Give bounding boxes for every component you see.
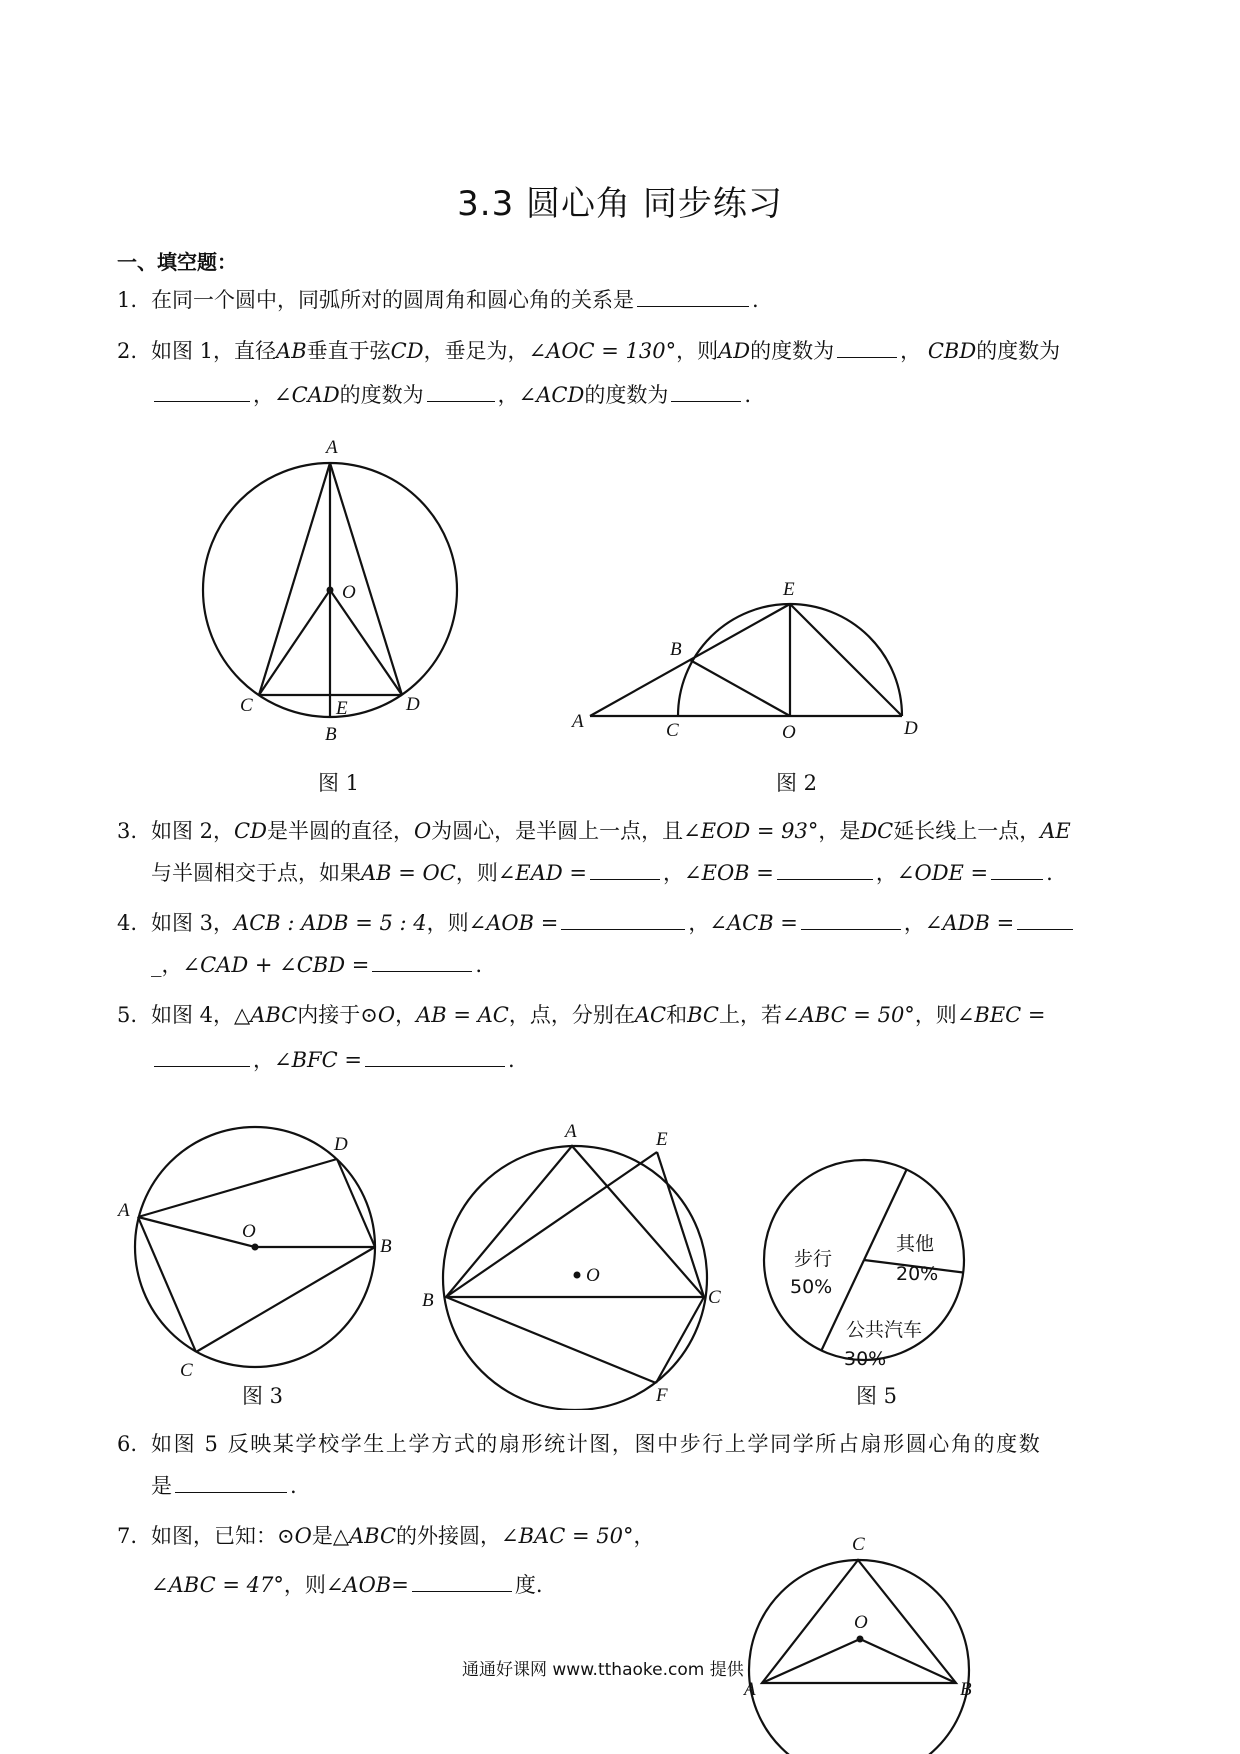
answer-blank[interactable] [175, 1491, 287, 1493]
center-point [252, 1244, 259, 1251]
answer-blank[interactable] [777, 878, 873, 880]
label-b: B [380, 1236, 392, 1257]
answer-blank[interactable] [637, 305, 749, 307]
question-2-line-1: 2. 如图 1，直径AB垂直于弦CD，垂足为，∠AOC = 130°，则AD的度数为 ， CBD的度数为 [117, 339, 1061, 363]
label-d: D [406, 694, 420, 715]
label-e: E [336, 698, 348, 719]
question-number: 2. [117, 339, 138, 363]
question-3-line-1: 3. 如图 2，CD是半圆的直径，O为圆心，是半圆上一点，且∠EOD = 93°，是DC延长线上一点，AE [117, 819, 1071, 843]
radius-oc [259, 590, 330, 695]
line-fc [656, 1297, 704, 1383]
chord-ac [138, 1217, 196, 1352]
slice-label-other: 其他 [896, 1233, 935, 1255]
answer-blank[interactable] [991, 878, 1043, 880]
chord-db [337, 1159, 375, 1247]
question-text: 在同一个圆中，同弧所对的圆周角和圆心角的关系是 [151, 288, 634, 312]
slice-label-bus: 公共汽车 [846, 1319, 923, 1341]
question-number: 1. [117, 288, 138, 312]
question-number: 4. [117, 911, 138, 935]
question-number: 6. [117, 1432, 138, 1456]
radius-od [330, 590, 402, 695]
question-1: 1. 在同一个圆中，同弧所对的圆周角和圆心角的关系是 . [117, 288, 759, 312]
label-c: C [180, 1360, 193, 1381]
center-point [857, 1636, 864, 1643]
label-c: C [852, 1534, 865, 1555]
label-c: C [240, 695, 253, 716]
label-d: D [904, 718, 918, 739]
figure-3 [116, 1127, 392, 1408]
figures-1-2 [0, 430, 1240, 810]
label-a: A [118, 1200, 130, 1221]
center-point [574, 1272, 581, 1279]
answer-blank[interactable] [372, 970, 472, 972]
label-o: O [342, 582, 356, 603]
question-number: 3. [117, 819, 138, 843]
figure-1 [203, 437, 457, 795]
figure-7 [700, 1510, 1000, 1754]
label-f: F [656, 1385, 668, 1406]
chord-ed [790, 604, 902, 716]
label-o: O [854, 1612, 868, 1633]
figure-3-caption: 图 3 [242, 1384, 284, 1408]
answer-blank[interactable] [837, 356, 897, 358]
label-c: C [708, 1287, 721, 1308]
section-heading: 一、填空题： [117, 250, 237, 274]
label-e: E [783, 579, 795, 600]
radius-ob [860, 1639, 956, 1683]
line-bf [446, 1297, 656, 1383]
chord-ad [138, 1159, 337, 1217]
question-5-line-1: 5. 如图 4，△ABC内接于⊙O，AB = AC，点，分别在AC和BC上，若∠ABC = 50°，则∠BEC = [117, 1003, 1046, 1027]
label-b: B [960, 1679, 972, 1700]
answer-blank[interactable] [154, 1065, 250, 1067]
question-6-line-1: 6. 如图 5 反映某学校学生上学方式的扇形统计图，图中步行上学同学所占扇形圆心角的度数 [117, 1432, 1042, 1456]
label-a: A [744, 1679, 756, 1700]
chord-ac [259, 463, 330, 695]
label-o: O [242, 1221, 256, 1242]
label-e: E [656, 1129, 668, 1150]
question-number: 7. [117, 1524, 138, 1548]
answer-blank[interactable] [154, 400, 250, 402]
label-a: A [326, 437, 338, 458]
answer-blank[interactable] [801, 928, 901, 930]
radius-oa [138, 1217, 255, 1247]
answer-blank[interactable] [561, 928, 685, 930]
label-a: A [572, 711, 584, 732]
slice-percent-bus: 30% [844, 1348, 887, 1370]
figures-3-4-5 [0, 1110, 1240, 1410]
label-o: O [782, 722, 796, 743]
figure-1-caption: 图 1 [318, 771, 360, 795]
chord-cb [196, 1247, 375, 1352]
line-be [446, 1152, 657, 1297]
question-4-line-1: 4. 如图 3，ACB : ADB = 5 : 4，则∠AOB = ，∠ACB = ，∠ADB = [117, 913, 1076, 934]
question-7-line-2: ∠ABC = 47°，则∠AOB= 度. [151, 1573, 543, 1597]
answer-blank[interactable] [427, 400, 495, 402]
answer-blank[interactable] [365, 1065, 505, 1067]
label-b: B [325, 724, 337, 745]
radius-oa [762, 1639, 860, 1683]
slice-percent-other: 20% [896, 1263, 939, 1285]
answer-blank[interactable] [1017, 928, 1073, 930]
question-6-line-2: 是 . [151, 1474, 297, 1498]
question-2-line-2: ，∠CAD的度数为 ，∠ACD的度数为 . [117, 385, 751, 406]
label-b: B [670, 639, 682, 660]
question-3-line-2: 与半圆相交于点，如果AB = OC，则∠EAD = ，∠EOB = ，∠ODE = . [151, 861, 1053, 885]
question-5-line-2: ，∠BFC = . [117, 1050, 515, 1071]
center-point [327, 587, 334, 594]
label-o: O [586, 1265, 600, 1286]
figure-2-caption: 图 2 [776, 771, 818, 795]
answer-blank[interactable] [412, 1590, 512, 1592]
question-4-line-2: _，∠CAD + ∠CBD = . [151, 953, 483, 977]
chord-ad [330, 463, 402, 695]
question-number: 5. [117, 1003, 138, 1027]
label-c: C [666, 720, 679, 741]
answer-blank[interactable] [671, 400, 741, 402]
answer-blank[interactable] [590, 878, 660, 880]
page-title: 3.3 圆心角 同步练习 [457, 184, 783, 224]
label-d: D [334, 1134, 348, 1155]
figure-2 [570, 579, 918, 795]
figure-4 [422, 1121, 721, 1410]
slice-percent-walking: 50% [790, 1276, 833, 1298]
radius-ob [690, 660, 790, 716]
question-7-line-1: 7. 如图，已知：⊙O是△ABC的外接圆，∠BAC = 50°， [117, 1524, 655, 1548]
slice-label-walking: 步行 [794, 1248, 833, 1270]
figure-5-caption: 图 5 [856, 1384, 898, 1408]
footer-credit: 通通好课网 www.tthaoke.com 提供 [462, 1660, 744, 1680]
line-ec [657, 1152, 704, 1297]
label-a: A [565, 1121, 577, 1142]
figure-5-pie-chart [764, 1160, 964, 1408]
label-b: B [422, 1290, 434, 1311]
